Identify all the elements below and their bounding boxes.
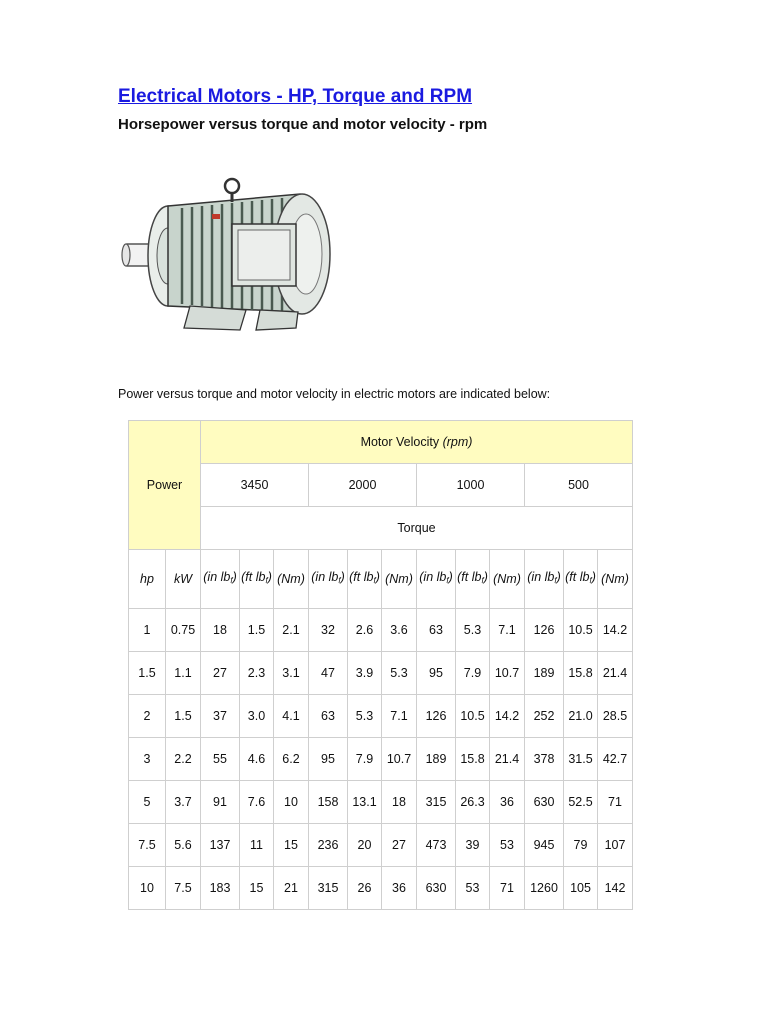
table-cell: 10 [274,781,309,824]
unit-in-lbf-close: ) [448,570,453,584]
table-cell: 2 [129,695,166,738]
table-cell: 15.8 [564,652,598,695]
table-row [129,652,633,695]
table-cell: 5 [129,781,166,824]
unit-nm: (Nm) [598,550,633,609]
table-row [129,867,633,910]
table-cell: 91 [201,781,240,824]
unit-ft-lbf [456,550,490,609]
table-cell: 378 [525,738,564,781]
table-cell: 3.0 [240,695,274,738]
table-cell: 142 [598,867,633,910]
velocity-header [201,421,633,464]
table-cell: 18 [201,609,240,652]
table-cell: 13.1 [348,781,382,824]
table-cell: 21.4 [598,652,633,695]
unit-ft-lbf-subscript: f [589,576,592,585]
table-cell: 5.3 [456,609,490,652]
unit-in-lbf-subscript: f [446,576,449,585]
unit-ft-lbf [240,550,274,609]
table-cell: 473 [417,824,456,867]
table-cell: 10.5 [456,695,490,738]
table-cell: 2.6 [348,609,382,652]
table-cell: 1.5 [166,695,201,738]
unit-in-lbf-text: (in lb [527,570,555,584]
table-cell: 7.1 [382,695,417,738]
table-cell: 183 [201,867,240,910]
table-cell: 3.6 [382,609,417,652]
unit-in-lbf-text: (in lb [419,570,447,584]
table-cell: 15 [240,867,274,910]
table-cell: 5.3 [348,695,382,738]
table-cell: 32 [309,609,348,652]
header-row-rpm [129,464,633,507]
velocity-label: Motor Velocity [360,435,440,449]
table-cell: 28.5 [598,695,633,738]
table-cell: 7.9 [348,738,382,781]
table-cell: 52.5 [564,781,598,824]
unit-ft-lbf-subscript: f [373,576,376,585]
table-cell: 315 [309,867,348,910]
torque-header: Torque [201,507,633,550]
unit-ft-lbf-text: (ft lb [565,570,590,584]
table-cell: 14.2 [490,695,525,738]
table-cell: 6.2 [274,738,309,781]
table-cell: 21 [274,867,309,910]
power-header: Power [129,421,201,550]
table-cell: 55 [201,738,240,781]
unit-nm: (Nm) [274,550,309,609]
table-cell: 21.4 [490,738,525,781]
table-cell: 1.5 [240,609,274,652]
unit-ft-lbf-close: ) [375,570,380,584]
table-cell: 53 [456,867,490,910]
unit-in-lbf [525,550,564,609]
table-cell: 10.7 [490,652,525,695]
table-cell: 315 [417,781,456,824]
table-row [129,738,633,781]
unit-nm: (Nm) [490,550,525,609]
page-title-link[interactable]: Electrical Motors - HP, Torque and RPM [118,86,473,107]
unit-in-lbf-close: ) [556,570,561,584]
table-cell: 945 [525,824,564,867]
rpm-header: 2000 [309,464,417,507]
table-cell: 126 [525,609,564,652]
unit-ft-lbf-close: ) [591,570,596,584]
table-cell: 20 [348,824,382,867]
header-row-torque [129,507,633,550]
table-body [129,609,633,910]
table-cell: 252 [525,695,564,738]
table-cell: 2.1 [274,609,309,652]
unit-ft-lbf [348,550,382,609]
unit-in-lbf-subscript: f [230,576,233,585]
table-cell: 10 [129,867,166,910]
unit-in-lbf-text: (in lb [311,570,339,584]
table-cell: 95 [417,652,456,695]
table-cell: 79 [564,824,598,867]
header-row-velocity [129,421,633,464]
table-cell: 27 [201,652,240,695]
electric-motor-icon [120,172,340,342]
unit-ft-lbf-subscript: f [265,576,268,585]
unit-in-lbf [201,550,240,609]
table-cell: 37 [201,695,240,738]
table-cell: 7.6 [240,781,274,824]
unit-in-lbf-close: ) [232,570,237,584]
unit-ft-lbf-close: ) [267,570,272,584]
table-cell: 42.7 [598,738,633,781]
table-cell: 5.3 [382,652,417,695]
unit-hp: hp [129,550,166,609]
table-cell: 107 [598,824,633,867]
table-cell: 1.5 [129,652,166,695]
table-cell: 71 [598,781,633,824]
unit-in-lbf-subscript: f [554,576,557,585]
table-cell: 7.5 [166,867,201,910]
table-cell: 3.7 [166,781,201,824]
table-cell: 4.6 [240,738,274,781]
table-cell: 11 [240,824,274,867]
table-cell: 126 [417,695,456,738]
table-cell: 1 [129,609,166,652]
table-cell: 36 [490,781,525,824]
rpm-header: 3450 [201,464,309,507]
table-cell: 7.9 [456,652,490,695]
table-cell: 3.1 [274,652,309,695]
table-cell: 4.1 [274,695,309,738]
velocity-unit: (rpm) [442,435,473,449]
table-cell: 71 [490,867,525,910]
table-cell: 95 [309,738,348,781]
table-cell: 3.9 [348,652,382,695]
rpm-header: 500 [525,464,633,507]
motor-data-table [128,420,633,910]
table-cell: 18 [382,781,417,824]
table-cell: 14.2 [598,609,633,652]
table-cell: 63 [309,695,348,738]
table-cell: 47 [309,652,348,695]
table-cell: 63 [417,609,456,652]
unit-in-lbf [309,550,348,609]
table-cell: 189 [417,738,456,781]
table-cell: 189 [525,652,564,695]
unit-ft-lbf-text: (ft lb [349,570,374,584]
unit-in-lbf-text: (in lb [203,570,231,584]
unit-in-lbf-subscript: f [338,576,341,585]
page-subtitle: Horsepower versus torque and motor velocity - rpm [118,116,488,133]
table-cell: 5.6 [166,824,201,867]
table-cell: 27 [382,824,417,867]
intro-text: Power versus torque and motor velocity in electric motors are indicated below: [118,387,551,401]
table-cell: 2.3 [240,652,274,695]
table-row [129,695,633,738]
table-cell: 10.7 [382,738,417,781]
unit-ft-lbf [564,550,598,609]
table-cell: 53 [490,824,525,867]
table-cell: 26 [348,867,382,910]
header-row-units [129,550,633,609]
unit-ft-lbf-close: ) [483,570,488,584]
table-cell: 105 [564,867,598,910]
table-cell: 0.75 [166,609,201,652]
table-cell: 15.8 [456,738,490,781]
table-cell: 1.1 [166,652,201,695]
table-cell: 15 [274,824,309,867]
table-cell: 36 [382,867,417,910]
table-cell: 158 [309,781,348,824]
table-row [129,781,633,824]
unit-ft-lbf-text: (ft lb [241,570,266,584]
table-row [129,609,633,652]
table-cell: 10.5 [564,609,598,652]
table-cell: 630 [417,867,456,910]
unit-kw: kW [166,550,201,609]
unit-in-lbf-close: ) [340,570,345,584]
table-cell: 31.5 [564,738,598,781]
table-cell: 3 [129,738,166,781]
unit-ft-lbf-subscript: f [481,576,484,585]
table-cell: 630 [525,781,564,824]
rpm-header: 1000 [417,464,525,507]
unit-in-lbf [417,550,456,609]
table-cell: 2.2 [166,738,201,781]
unit-ft-lbf-text: (ft lb [457,570,482,584]
table-cell: 26.3 [456,781,490,824]
table-row [129,824,633,867]
table-cell: 39 [456,824,490,867]
table-cell: 21.0 [564,695,598,738]
table-cell: 137 [201,824,240,867]
table-cell: 7.5 [129,824,166,867]
table-cell: 236 [309,824,348,867]
unit-nm: (Nm) [382,550,417,609]
table-cell: 1260 [525,867,564,910]
table-cell: 7.1 [490,609,525,652]
